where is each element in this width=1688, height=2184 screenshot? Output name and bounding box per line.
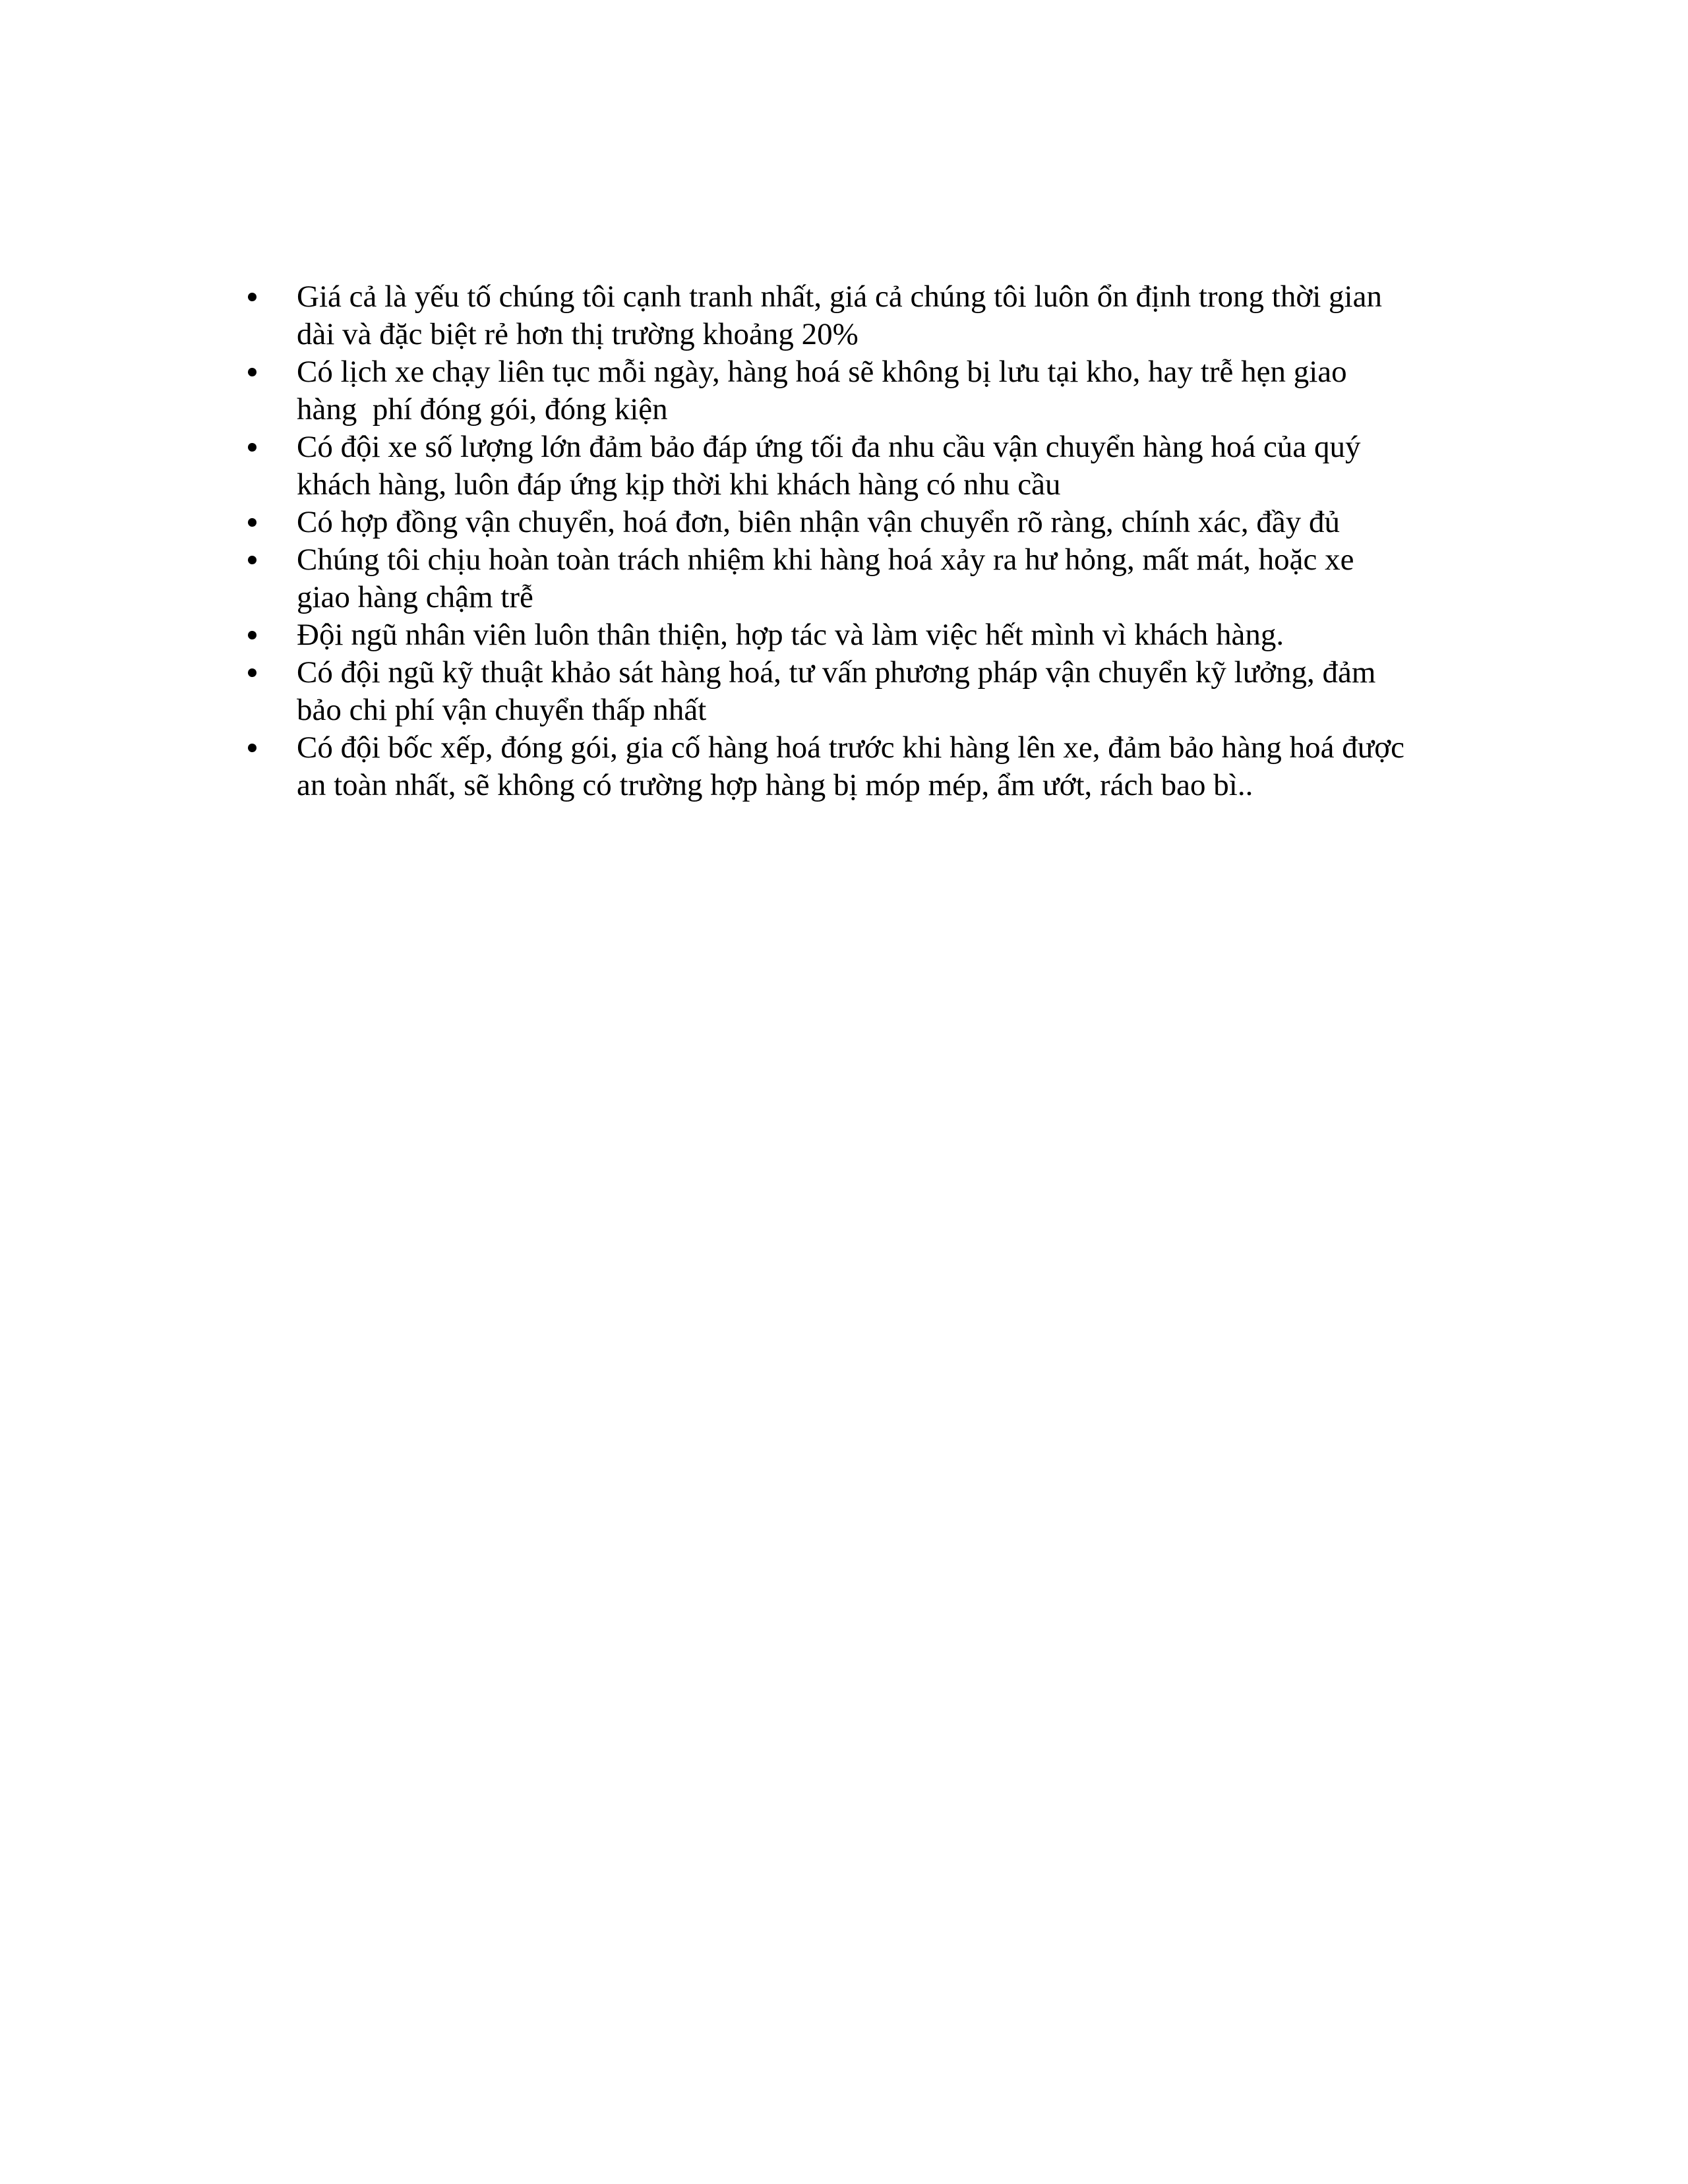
list-item-text: Giá cả là yếu tố chúng tôi cạnh tranh nhất, giá cả chúng tôi luôn ổn định trong thời gian dài và đặc biệt rẻ hơn thị trường khoảng 20% bbox=[297, 280, 1382, 351]
list-item-text: Có lịch xe chạy liên tục mỗi ngày, hàng hoá sẽ không bị lưu tại kho, hay trễ hẹn giao hàng phí đóng gói, đóng kiện bbox=[297, 355, 1347, 427]
bullet-icon bbox=[248, 744, 256, 752]
list-item bbox=[297, 541, 1484, 616]
bullet-icon bbox=[248, 518, 256, 527]
list-item-text: Có đội ngũ kỹ thuật khảo sát hàng hoá, tư vấn phương pháp vận chuyển kỹ lưởng, đảm bảo chi phí vận chuyển thấp nhất bbox=[297, 655, 1376, 727]
list-item-text: Đội ngũ nhân viên luôn thân thiện, hợp tác và làm việc hết mình vì khách hàng. bbox=[297, 618, 1284, 652]
list-item bbox=[297, 428, 1484, 504]
bullet-icon bbox=[248, 668, 256, 677]
list-item bbox=[297, 504, 1484, 541]
bullet-list bbox=[297, 278, 1484, 804]
list-item-text: Có đội xe số lượng lớn đảm bảo đáp ứng tối đa nhu cầu vận chuyển hàng hoá của quý khách hàng, luôn đáp ứng kịp thời khi khách hàng có nhu cầu bbox=[297, 430, 1361, 502]
list-item bbox=[297, 729, 1484, 804]
bullet-icon bbox=[248, 368, 256, 376]
bullet-icon bbox=[248, 631, 256, 639]
list-item-text: Có hợp đồng vận chuyển, hoá đơn, biên nhận vận chuyển rõ ràng, chính xác, đầy đủ bbox=[297, 505, 1341, 539]
list-item-text: Chúng tôi chịu hoàn toàn trách nhiệm khi hàng hoá xảy ra hư hỏng, mất mát, hoặc xe giao hàng chậm trễ bbox=[297, 543, 1354, 614]
bullet-icon bbox=[248, 293, 256, 301]
list-item bbox=[297, 353, 1484, 428]
list-item bbox=[297, 278, 1484, 353]
bullet-icon bbox=[248, 556, 256, 564]
list-item bbox=[297, 654, 1484, 729]
list-item bbox=[297, 616, 1484, 654]
bullet-icon bbox=[248, 443, 256, 452]
list-item-text: Có đội bốc xếp, đóng gói, gia cố hàng hoá trước khi hàng lên xe, đảm bảo hàng hoá được an toàn nhất, sẽ không có trường hợp hàng bị móp mép, ẩm ướt, rách bao bì.. bbox=[297, 730, 1404, 802]
